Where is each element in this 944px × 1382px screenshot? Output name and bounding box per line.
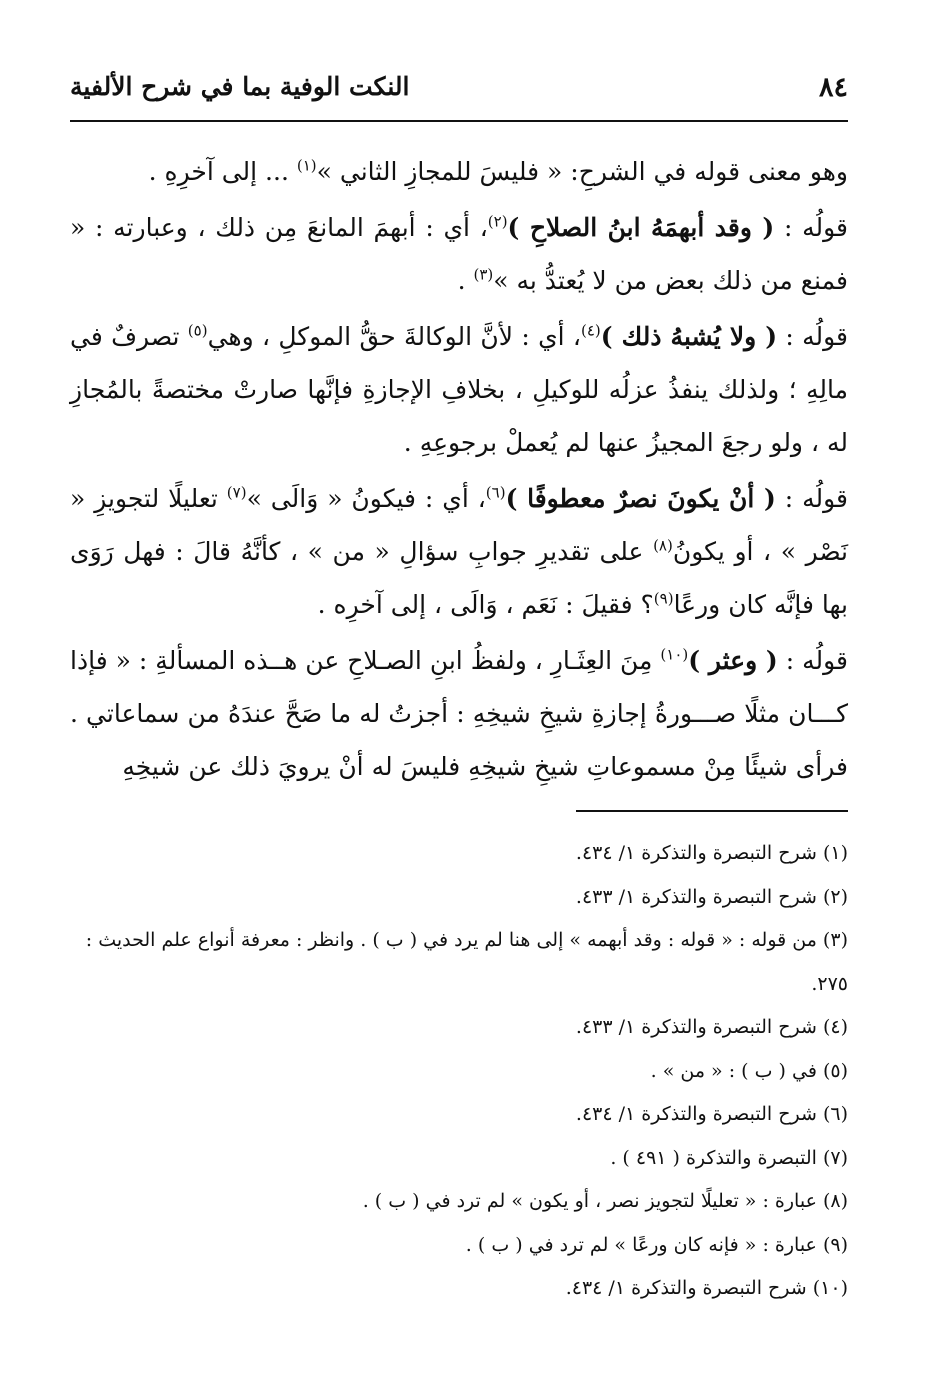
paragraph-2 [70, 201, 848, 307]
footnote-2: (٢) شرح التبصرة والتذكرة ١/ ٤٣٣. [575, 885, 848, 908]
footnote-9: (٩) عبارة : « فإنه كان ورعًا » لم ترد في ( ب ) . [465, 1233, 848, 1256]
paragraph-lead: قولُه : [777, 646, 848, 675]
footnote-ref: (٥) [187, 321, 208, 340]
paragraph-text: ... إلى آخرِهِ . [148, 157, 297, 186]
quoted-phrase: ( أنْ يكونَ نصرٌ معطوفًا ) [505, 484, 776, 513]
footnote-ref: (٢) [487, 212, 508, 231]
paragraph-text: تعليلًا لتجويزِ « نَصْر » ، أو يكونُ [70, 484, 848, 566]
footnote-ref: (١) [296, 156, 317, 175]
paragraph-3 [70, 310, 848, 469]
footnote-10: (١٠) شرح التبصرة والتذكرة ١/ ٤٣٤. [565, 1277, 848, 1299]
page-number: ٨٤ [818, 72, 848, 103]
footnote-1: (١) شرح التبصرة والتذكرة ١/ ٤٣٤. [575, 842, 848, 864]
paragraph-text: تصرفٌ في مالِهِ ؛ ولذلك ينفذُ عزلُه للوكيلِ ، بخلافِ الإجازةِ فإنَّها صارتْ مختصةً بالمُجازِ له ، ولو رجعَ المجيزُ عنها لم يُعملْ برجوعِهِ . [70, 322, 848, 457]
footnote-rule [576, 810, 848, 812]
paragraph-5 [70, 634, 848, 793]
footnote-ref: (٧) [226, 483, 247, 502]
paragraph-lead: قولُه : [775, 484, 849, 513]
footnote-ref: (١٠) [660, 645, 689, 664]
paragraph-text: ، أي : لأنَّ الوكالةَ حقُّ الموكلِ ، وهي [207, 322, 581, 351]
footnote-ref: (٩) [653, 589, 674, 608]
footnote-3: (٣) من قوله : « قوله : وقد أبهمه » إلى هنا لم يرد في ( ب ) . وانظر : معرفة أنواع علم الحديث : ٢٧٥. [85, 929, 848, 995]
paragraph-lead: قولُه : [777, 322, 849, 351]
paragraph-text: مِنَ العِثَـارِ ، ولفظُ ابنِ الصـلاحِ عن هــذه المسألةِ : « فإذا كـــان مثلًا صـــورةُ إجازةِ شيخِ شيخِهِ : أجزتُ له ما صَحَّ عندَهُ من سماعاتي . فرأى شيئًا مِنْ مسموعاتِ شيخِ شيخِهِ فليسَ له أنْ يرويَ ذلك عن شيخِهِ [70, 646, 848, 781]
footnote-ref: (٣) [473, 265, 494, 284]
paragraph-1 [70, 145, 848, 198]
footnotes [70, 832, 848, 1311]
footnote-ref: (٦) [485, 483, 506, 502]
footnote-6: (٦) شرح التبصرة والتذكرة ١/ ٤٣٤. [575, 1103, 848, 1125]
paragraph-text: ، أي : أبهمَ المانعَ مِن ذلك ، وعبارته : « فمنع من ذلك بعض من لا يُعتدُّ به » [70, 213, 848, 295]
paragraph-4 [70, 472, 848, 631]
main-text [70, 145, 848, 793]
footnote-5: (٥) في ( ب ) : « من » . [650, 1059, 848, 1082]
footnote-ref: (٨) [653, 536, 673, 555]
paragraph-text: ، أي : فيكونُ « وَالَى » [246, 484, 486, 513]
footnote-7: (٧) التبصرة والتذكرة ( ٤٩١ ) . [610, 1146, 848, 1169]
quoted-phrase: ( وقد أبهمَهُ ابنُ الصلاحِ ) [507, 213, 775, 242]
footnote-4: (٤) شرح التبصرة والتذكرة ١/ ٤٣٣. [575, 1016, 848, 1038]
quoted-phrase: ( ولا يُشبهُ ذلك ) [600, 322, 778, 351]
footnote-ref: (٤) [580, 321, 601, 340]
paragraph-text: وهو معنى قوله في الشرحِ: « فليسَ للمجازِ الثاني » [316, 157, 848, 186]
quoted-phrase: ( وعثر ) [688, 646, 778, 675]
page-header [70, 68, 848, 120]
paragraph-lead: قولُه : [774, 213, 848, 242]
paragraph-text: ؟ فقيلَ : نَعَم ، وَالَى ، إلى آخرِه . [317, 590, 654, 619]
paragraph-text: على تقديرِ جوابِ سؤالِ « من » ، كأنَّهُ قالَ : فهل رَوَى بها فإنَّه كان ورعًا [70, 537, 848, 619]
header-rule [70, 120, 848, 122]
running-title: النكت الوفية بما في شرح الألفية [70, 72, 410, 101]
footnote-8: (٨) عبارة : « تعليلًا لتجويز نصر ، أو يكون » لم ترد في ( ب ) . [362, 1190, 848, 1212]
paragraph-text: . [457, 266, 474, 295]
